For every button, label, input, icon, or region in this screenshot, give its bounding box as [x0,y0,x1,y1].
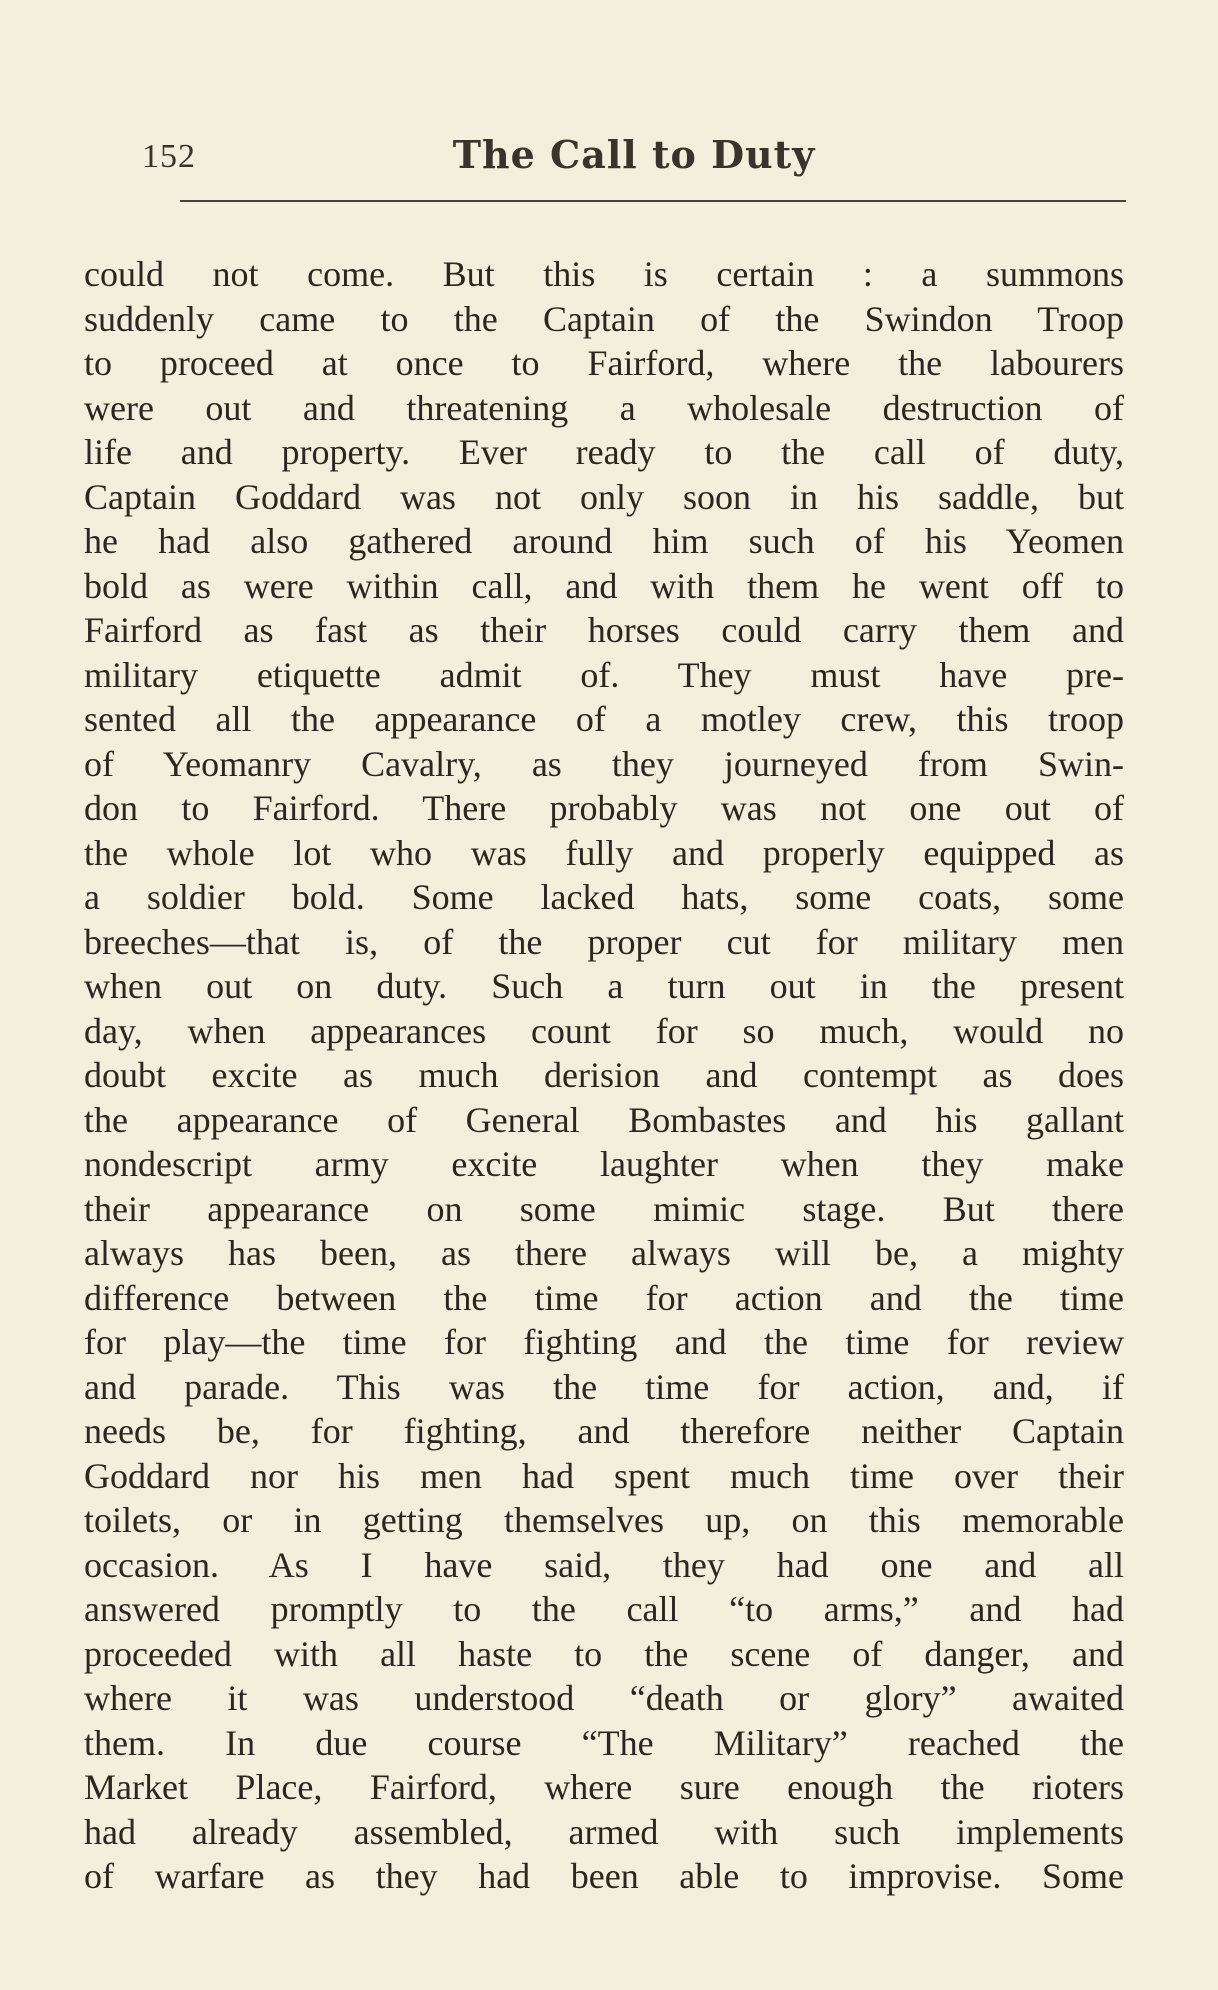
text-line: when out on duty. Such a turn out in the present [84,966,1124,1006]
page-number: 152 [142,138,196,175]
text-line: answered promptly to the call “to arms,” and had [84,1589,1124,1629]
text-line: nondescript army excite laughter when they make [84,1144,1124,1184]
text-line: Goddard nor his men had spent much time over their [84,1455,1124,1496]
text-line: don to Fairford. There probably was not one out of [84,788,1124,828]
text-line: military etiquette admit of. They must have pre- [84,654,1124,695]
text-line: had already assembled, armed with such implements [84,1811,1124,1852]
text-line: he had also gathered around him such of his Yeomen [84,521,1124,561]
text-line: of warfare as they had been able to improvise. Some [84,1856,1124,1896]
text-line: were out and threatening a wholesale destruction of [84,387,1124,428]
text-line: day, when appearances count for so much, would no [84,1010,1124,1051]
text-line: always has been, as there always will be, a mighty [84,1233,1124,1273]
text-line: Market Place, Fairford, where sure enough the rioters [84,1767,1124,1807]
text-line: bold as were within call, and with them he went off to [84,565,1124,606]
text-line: to proceed at once to Fairford, where the labourers [84,343,1124,383]
body-text [84,252,1124,1899]
header-rule [180,200,1126,202]
text-line: the whole lot who was fully and properly equipped as [84,832,1124,873]
text-line: doubt excite as much derision and contempt as does [84,1055,1124,1095]
text-line: breeches—that is, of the proper cut for military men [84,921,1124,962]
page-header [142,132,1126,184]
text-line: sented all the appearance of a motley crew, this troop [84,699,1124,739]
text-line: could not come. But this is certain : a summons [84,254,1124,294]
text-line: life and property. Ever ready to the call of duty, [84,432,1124,472]
text-line: Captain Goddard was not only soon in his saddle, but [84,476,1124,517]
text-line: their appearance on some mimic stage. But there [84,1188,1124,1229]
text-line: occasion. As I have said, they had one and all [84,1544,1124,1585]
text-line: where it was understood “death or glory” awaited [84,1678,1124,1718]
text-line: a soldier bold. Some lacked hats, some coats, some [84,877,1124,917]
text-line: of Yeomanry Cavalry, as they journeyed from Swin- [84,743,1124,784]
text-line: difference between the time for action and the time [84,1277,1124,1318]
text-line: and parade. This was the time for action, and, if [84,1366,1124,1407]
text-line: the appearance of General Bombastes and his gallant [84,1099,1124,1140]
text-line: for play—the time for fighting and the time for review [84,1322,1124,1362]
text-line: needs be, for fighting, and therefore neither Captain [84,1411,1124,1451]
text-line: proceeded with all haste to the scene of danger, and [84,1633,1124,1674]
running-title: The Call to Duty [452,132,816,177]
text-line: toilets, or in getting themselves up, on this memorable [84,1500,1124,1540]
text-line: Fairford as fast as their horses could carry them and [84,610,1124,650]
text-line: them. In due course “The Military” reached the [84,1722,1124,1763]
text-line: suddenly came to the Captain of the Swindon Troop [84,298,1124,339]
